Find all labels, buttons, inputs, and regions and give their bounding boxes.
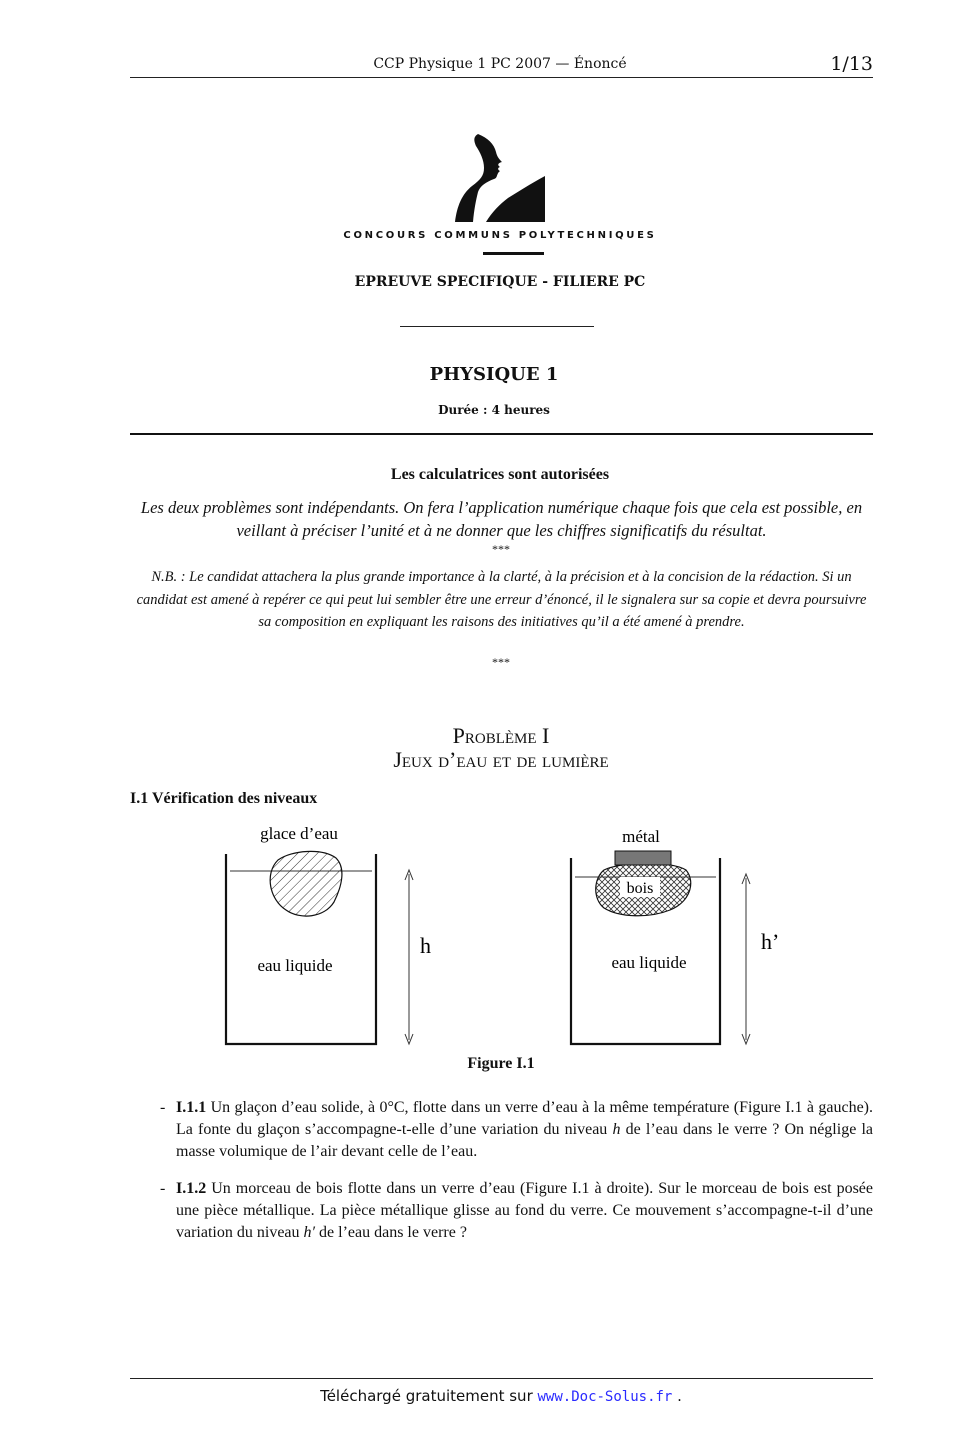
problem-title: Jeux d’eau et de lumière (393, 747, 609, 772)
footer-rule (130, 1378, 873, 1379)
height-arrow-h-prime (742, 874, 750, 1044)
footer-suffix: . (672, 1387, 682, 1405)
height-label-h: h (420, 933, 431, 958)
metal-label: métal (622, 827, 660, 846)
metal-piece (615, 851, 671, 865)
question-body: Un morceau de bois flotte dans un verre d’eau (Figure I.1 à droite). Sur le morceau de bois est posée une pièce métallique. La pièce métallique glisse au fond du verre. Ce mouvement s’accompagne-t-il d’une variation du niveau (176, 1180, 873, 1241)
right-liquid-label: eau liquide (611, 953, 687, 972)
question-id: I.1.2 (176, 1180, 207, 1197)
question-body: Un glaçon d’eau solide, à 0°C, flotte dans un verre d’eau à la même température (Figure I.1 à gauche). La fonte du glaçon s’accompagne-t-elle d’une variation du niveau (176, 1099, 873, 1138)
logo-rule (483, 252, 544, 255)
running-header-title: CCP Physique 1 PC 2007 — Énoncé (373, 56, 627, 72)
title-rule (130, 433, 873, 435)
question-id: I.1.1 (176, 1099, 207, 1116)
footer-prefix: Téléchargé gratuitement sur (320, 1387, 538, 1405)
ice-cube (270, 851, 342, 916)
concours-wordmark: CONCOURS COMMUNS POLYTECHNIQUES (343, 230, 657, 241)
header-rule (130, 77, 873, 78)
question-body-end: de l’eau dans le verre ? On néglige la masse volumique de l’air devant celle de l’eau. (176, 1121, 874, 1160)
height-label-h-prime: h’ (761, 929, 780, 954)
nb-paragraph: N.B. : Le candidat attachera la plus grande importance à la clarté, à la précision et à la concision de la rédaction. Si un candidat est amené à repérer ce qui peut lui sembler être une erreur d’énoncé, il le signalera sur sa copie et devra poursuivre sa composition en expliquant les raisons des initiatives qu’il a été amené à prendre. (136, 569, 867, 630)
calculators-notice: Les calculatrices sont autorisées (390, 466, 610, 483)
list-dash: - (160, 1180, 166, 1197)
question-body-end: de l’eau dans le verre ? (315, 1224, 467, 1241)
separator-rule (400, 326, 594, 327)
ice-label: glace d’eau (260, 824, 338, 843)
figure-i1 (200, 822, 780, 1052)
question-item (160, 1178, 873, 1244)
duration: Durée : 4 heures (438, 403, 550, 417)
math-variable: h (612, 1121, 621, 1138)
subject-title: PHYSIQUE 1 (429, 364, 559, 385)
wood-label: bois (626, 880, 654, 897)
figure-caption: Figure I.1 (467, 1055, 535, 1072)
epreuve-title: EPREUVE SPECIFIQUE - FILIERE PC (354, 274, 646, 290)
problem-number: Problème I (452, 723, 550, 748)
intro-paragraph: Les deux problèmes sont indépendants. On fera l’application numérique chaque fois que cela est possible, en veillant à préciser l’unité et à ne donner que les chiffres significatifs du résultat. (140, 498, 863, 540)
page-number: 1/13 (830, 53, 873, 75)
math-variable: h′ (303, 1224, 316, 1241)
height-arrow-h (405, 870, 413, 1044)
question-item (160, 1097, 873, 1163)
ccp-logo (440, 132, 550, 227)
stars-separator: *** (492, 655, 510, 669)
question-text (176, 1097, 873, 1163)
list-dash: - (160, 1099, 166, 1116)
footer-link[interactable]: www.Doc-Solus.fr (537, 1389, 673, 1405)
stars-separator: *** (492, 542, 510, 556)
section-heading: I.1 Vérification des niveaux (130, 790, 318, 807)
question-text (176, 1178, 873, 1244)
footer (0, 1387, 980, 1405)
left-liquid-label: eau liquide (257, 956, 333, 975)
problem-heading (0, 724, 980, 772)
left-glass (226, 851, 376, 1044)
